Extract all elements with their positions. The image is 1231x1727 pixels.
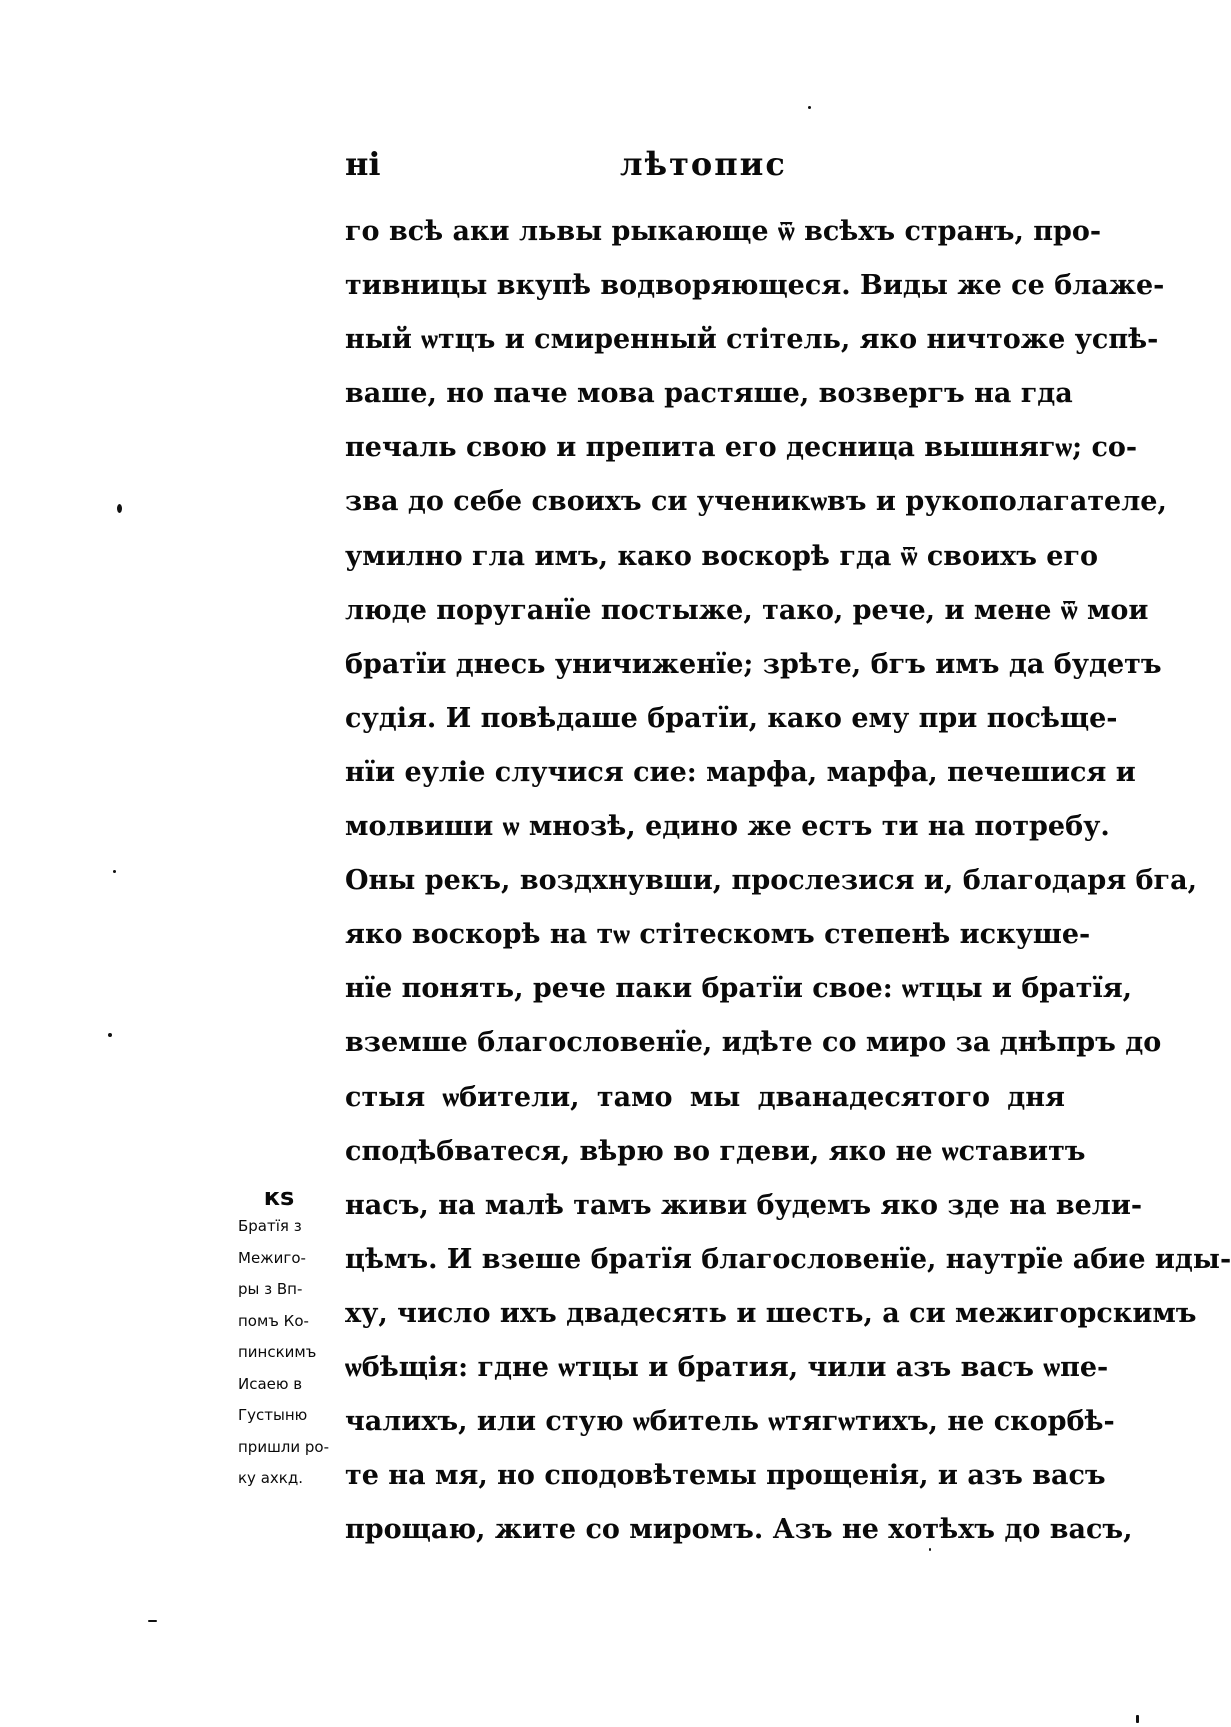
text-line: ху, число ихъ двадесять и шесть, а си межигорскимъ (345, 1297, 1197, 1329)
text-line: те на мя, но сподовѣтемы прощенія, и азъ васъ (345, 1460, 1106, 1492)
text-line: ваше, но паче мова растяше, возвергъ на гда (345, 378, 1073, 410)
text-line: умилно гла имъ, како воскорѣ гда ѿ своихъ его (345, 540, 1099, 572)
page-number: ні (345, 145, 381, 183)
body-text (345, 205, 1231, 1557)
ink-speck (117, 504, 122, 513)
text-line: насъ, на малѣ тамъ живи будемъ яко зде на вели- (345, 1189, 1143, 1221)
marginal-note (238, 1183, 338, 1495)
text-line: стыя ѡбители, тамо мы дванадесятого дня (345, 1081, 1065, 1113)
ink-speck (113, 870, 116, 873)
text-line: судія. И повѣдаше братїи, како ему при посѣще- (345, 702, 1118, 734)
text-line: нїе понять, рече паки братїи свое: ѡтцы и братїя, (345, 973, 1133, 1005)
text-line: Оны рекъ, воздхнувши, прослезися и, благодаря бга, (345, 865, 1197, 897)
ink-speck (929, 1548, 931, 1551)
ink-speck (108, 1033, 112, 1037)
text-line: вземше благословенїе, идѣте со миро за днѣпръ до (345, 1027, 1162, 1059)
text-line: нїи еуліе случися сие: марфа, марфа, печешися и (345, 756, 1136, 788)
ink-speck (808, 106, 811, 109)
text-line: ѡбѣщія: гдне ѡтцы и братия, чили азъ васъ ѡпе- (345, 1351, 1109, 1383)
marginal-note-line: Братїя з (238, 1217, 302, 1235)
marginal-note-line: Исаею в (238, 1374, 303, 1393)
text-line: ный ѡтцъ и смиренный стітель, яко ничтоже успѣ- (345, 324, 1159, 356)
marginal-note-line: Межиго- (238, 1248, 306, 1267)
text-line: зва до себе своихъ си ученикѡвъ и рукополагателе, (345, 486, 1167, 518)
marginal-note-line: ры з Вп- (238, 1280, 303, 1298)
text-line: тивницы вкупѣ водворяющеся. Виды же се блаже- (345, 270, 1165, 302)
text-line: печаль свою и препита его десница вышнягѡ; со- (345, 432, 1138, 464)
marginal-note-text (238, 1211, 338, 1495)
marginal-note-line: ку ахкд. (238, 1469, 303, 1487)
running-title: лѣтопис (620, 145, 787, 183)
text-line: люде поруганїе постыже, тако, рече, и мене ѿ мои (345, 594, 1149, 626)
text-line: молвиши ѡ мнозѣ, едино же естъ ти на потребу. (345, 811, 1110, 843)
marginal-note-line: Густыню (238, 1406, 308, 1424)
marginal-note-line: помъ Ко- (238, 1311, 309, 1330)
text-line: братїи днесь уничиженїе; зрѣте, бгъ имъ да будетъ (345, 648, 1162, 680)
ink-speck (1136, 1715, 1139, 1723)
text-line: го всѣ аки львы рыкающе ѿ всѣхъ странъ, про- (345, 216, 1102, 247)
ink-speck (148, 1620, 157, 1622)
text-line: сподѣбватеся, вѣрю во гдеви, яко не ѡставитъ (345, 1135, 1086, 1167)
marginal-note-number: кѕ (263, 1183, 295, 1211)
text-line: яко воскорѣ на тѡ стітескомъ степенѣ искуше- (345, 919, 1091, 951)
text-line: прощаю, жите со миромъ. Азъ не хотѣхъ до васъ, (345, 1514, 1133, 1546)
marginal-note-line: пришли ро- (238, 1437, 330, 1456)
marginal-note-line: пинскимъ (238, 1343, 317, 1361)
text-line: цѣмъ. И взеше братїя благословенїе, наутрїе абие иды- (345, 1243, 1231, 1275)
text-line: чалихъ, или стую ѡбитель ѡтягѡтихъ, не скорбѣ- (345, 1406, 1115, 1438)
